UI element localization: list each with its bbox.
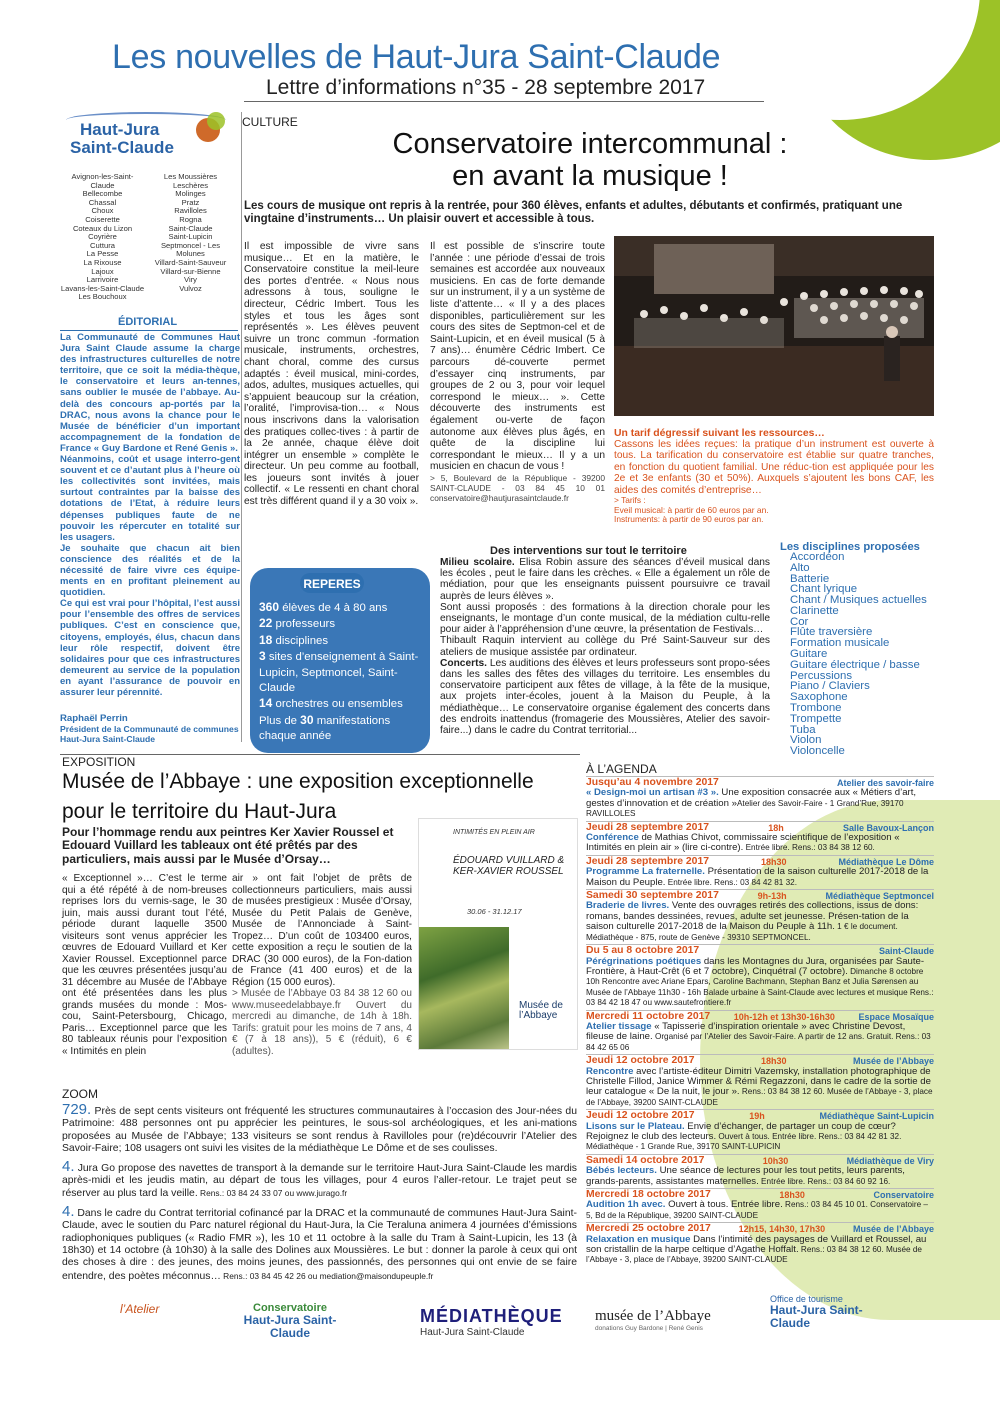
- agenda-hour: 18h: [768, 822, 784, 833]
- discipline-item: Guitare électrique / basse: [790, 658, 920, 671]
- repere-item: [259, 713, 429, 745]
- agenda-date: Jeudi 12 octobre 2017: [586, 1110, 695, 1122]
- commune-name: Les Bouchoux: [78, 292, 127, 302]
- expo-column-b-text: air » ont fait l’objet de prêts de collectionneurs particuliers, mais aussi de musées prestigieux : Musée d’Orsay, Musée du Petit Palais de Genève, Musée de l’Annonciade à Saint-Tropez… D’un coût de 103400 euros, cette exposition a reçu le soutien de la DRAC (30 000 euros), de la Fon-dation de France (41 400 euros) et de la Région (15 000 euros).: [232, 873, 412, 988]
- mediatheque-logo-line2: Haut-Jura Saint-Claude: [420, 1327, 525, 1338]
- repere-text: orchestres ou ensembles: [272, 698, 403, 711]
- repere-prefix: Plus de: [259, 714, 301, 727]
- culture-column-a: Il est impossible de vivre sans musique… Et en la matière, le Conservatoire constitue la meil-leure des portes d’entrée. « Nous nous adressons à tous, souligne le directeur, Cédric Imbert. Tous les styles et tous les âges sont représentés ». Les élèves peuvent suivre un tronc commun -formation musicale, instruments, orchestres, chant choral, comme des cursus adaptés : éveil musical, mini-cordes, ados, adultes, musiques actuelles, qui s’appuient beaucoup sur la création, l’oralité, l’improvisa-tion… « Nous nous inscrivons dans la valorisation des pratiques collec-tives : à partir de la 2e année, chaque élève doit intégrer un ensemble » complète le directeur. Un peu comme au football, les joueurs sont invités à jouer collectif. « Le ressenti en chant choral est très différent quand il y a 30 voix ».: [244, 241, 419, 508]
- agenda-event-title: Atelier tissage: [586, 1020, 652, 1032]
- agenda-event-title: Programme La fraternelle.: [586, 866, 705, 878]
- tarif-ref: Eveil musical: à partir de 60 euros par an.: [614, 504, 769, 515]
- repere-text: sites d’enseignement à Saint-Lupicin, Septmoncel, Saint-Claude: [259, 651, 419, 695]
- agenda-hour: 10h-12h et 13h30-16h30: [733, 1011, 835, 1022]
- agenda-event-body: [586, 867, 934, 888]
- agenda-event-title: Relaxation en musique: [586, 1233, 691, 1245]
- agenda-place: Médiathèque de Viry: [846, 1155, 934, 1166]
- agenda-event-info: Rens.: 03 84 38 12 60. Musée de l’Abbaye - 3, place de l’Abbaye, 39200 SAINT-CLAUDE: [586, 1245, 922, 1265]
- poster-dates: 30.06 - 31.12.17: [467, 907, 522, 916]
- zoom-number: 4.: [62, 1157, 75, 1175]
- commune-name: Coyrière: [88, 232, 117, 242]
- repere-text: professeurs: [272, 618, 336, 631]
- agenda-date: Mercredi 25 octobre 2017: [586, 1223, 711, 1235]
- agenda-event-info: Entrée libre. Rens.: 03 84 38 12 60.: [743, 843, 875, 853]
- agenda-event: [586, 776, 934, 820]
- repere-item: [259, 633, 429, 649]
- discipline-item: Violon: [790, 734, 822, 747]
- expo-title-line1: Musée de l’Abbaye : une exposition exceptionnelle: [62, 770, 534, 793]
- newsletter-subtitle: Lettre d’informations n°35 - 28 septembre 2017: [266, 76, 706, 99]
- commune-name: Saint-Lupicin: [168, 232, 213, 242]
- tarif-heading: Un tarif dégressif suivant les ressources…: [614, 428, 825, 439]
- signature-title: Président de la Communauté de communes Haut-Jura Saint-Claude: [60, 724, 239, 744]
- interventions-heading: Des interventions sur tout le territoire: [490, 545, 687, 557]
- tarif-text: [614, 439, 934, 525]
- agenda-place: Conservatoire: [873, 1190, 934, 1201]
- expo-chapeau: Pour l’hommage rendu aux peintres Ker Xavier Roussel et Edouard Vuillard les tableaux ont été prêtés par des particuliers, mais aussi par le Musée d’Orsay…: [62, 825, 394, 866]
- agenda-event-body: [586, 1166, 934, 1187]
- commune-name: Chassal: [88, 197, 117, 207]
- logo-line1: Haut-Jura: [80, 120, 160, 139]
- agenda-date: Mercredi 11 octobre 2017: [586, 1010, 711, 1022]
- culture-column-b: [430, 241, 605, 503]
- communes-right-column: [148, 173, 233, 293]
- discipline-item: Trompette: [790, 712, 842, 725]
- repere-item: [259, 696, 429, 712]
- commune-name: Cuttura: [90, 240, 115, 250]
- commune-name: Lavans-les-Saint-Claude: [60, 283, 145, 293]
- editorial-divider: [60, 330, 238, 331]
- discipline-item: Guitare: [790, 648, 828, 661]
- haut-jura-logo: [62, 112, 232, 170]
- expo-title-line2: pour le territoire du Haut-Jura: [62, 800, 337, 823]
- agenda-event-text: avec l’artiste-éditeur Dimitri Vazemsky, installation photographique de Christelle Fillod, Janice Wimmer & Rémi Regazzoni, dans le cadre de la sortie de leur catalogue « De la nuit, le jour ».: [586, 1065, 931, 1098]
- agenda-place: Médiathèque Saint-Lupicin: [819, 1111, 934, 1122]
- discipline-item: Tuba: [790, 723, 816, 736]
- repere-text: disciplines: [272, 634, 329, 647]
- agenda-place: Musée de l’Abbaye: [852, 1056, 934, 1067]
- editorial-heading: ÉDITORIAL: [118, 316, 178, 328]
- agenda-event-info: Atelier des Savoir-Faire - 1 Grand’Rue, 39170 RAVILLOLES: [586, 798, 904, 819]
- commune-name: Ravilloles: [174, 206, 207, 216]
- zoom-text: [62, 1101, 577, 1288]
- musee-abbaye-logo: [595, 1308, 711, 1332]
- agenda-event-title: Bébés lecteurs.: [586, 1165, 657, 1177]
- atelier-logo: l’Atelier: [120, 1302, 160, 1316]
- discipline-item: Chant / Musiques actuelles: [790, 594, 927, 607]
- agenda-event-info: 1 € le document. Médiathèque - 875, route de Genève - 39310 SEPTMONCEL.: [586, 922, 898, 942]
- discipline-item: Percussions: [790, 669, 853, 682]
- zoom-item-text: Jura Go propose des navettes de transport à la demande sur le territoire Haut-Jura Saint-Claude les mardis après-midi et les jeudis matin, au départ de tous les villages, pour 4 euros l’aller-retour. Le trajet peut se réserver au plus tard la veille.: [62, 1162, 577, 1200]
- commune-name: Choux: [91, 206, 114, 216]
- zoom-number: 4.: [62, 1202, 75, 1220]
- tourisme-logo: [770, 1294, 870, 1330]
- discipline-item: Batterie: [790, 572, 830, 585]
- signature-name: Raphaël Perrin: [60, 713, 128, 724]
- agenda-event: [586, 889, 934, 943]
- agenda-place: Atelier des savoir-faire: [836, 778, 934, 788]
- expo-ref: > Musée de l’Abbaye 03 84 38 12 60 ou www.museedelabbaye.fr Ouvert du mercredi au dimanche, de 14h à 18h. Tarifs: gratuit pour les moins de 7 ans, 4 € (7 à 18 ans)), 5 € (réduit), 6 € (adultes).: [232, 988, 412, 1057]
- conservatoire-logo: [240, 1302, 340, 1340]
- editorial-signature: [60, 713, 240, 744]
- reperes-list: [259, 600, 429, 745]
- tarif-paragraph: Cassons les idées reçues: la pratique d’un instrument est ouverte à tous. La tarification du conservatoire est établie sur quatre tranches, en fonction du quotient familial. Une réduc-tion est appliquée pour les 2e et 3e enfants (30 et 50%). Auxquels s’ajoutent les bons CAF, les aides des comités d’entreprise…: [614, 439, 934, 496]
- agenda-event-body: [586, 1067, 934, 1109]
- section-label-zoom: ZOOM: [62, 1087, 98, 1101]
- logo-line2: Saint-Claude: [70, 138, 174, 157]
- agenda-date: Jeudi 28 septembre 2017: [586, 855, 710, 867]
- agenda-event: [586, 821, 934, 854]
- editorial-paragraph: Je souhaite que chacun ait bien conscience des réalités et de la nécessité de faire vivre ces équipe-ments en en profitant pleinement au quotidien.: [60, 542, 240, 599]
- section-label-culture: CULTURE: [242, 115, 298, 129]
- repere-item: [259, 616, 429, 632]
- agenda-event-body: [586, 1235, 934, 1266]
- agenda-event-text: Envie d’échanger, de partager un coup de cœur? Rejoignez le club des lecteurs.: [586, 1120, 896, 1142]
- agenda-hour: 18h30: [761, 1056, 787, 1067]
- agenda-date: Mercredi 18 octobre 2017: [586, 1189, 711, 1201]
- headline-line2: en avant la musique !: [452, 160, 728, 192]
- editorial-paragraph: Néanmoins, coût et usage interro-gent souvent et ce d’autant plus à l’heure où les collectivités sont invitées, mais surtout contraintes par la baisse des dotations de l’Etat, à réduire leurs dépenses publiques faute de ne pouvoir les répercuter en totalité sur les usagers.: [60, 454, 240, 543]
- agenda-event: [586, 1154, 934, 1187]
- agenda-event-info: Entrée libre. Rens.: 03 84 42 81 32.: [665, 877, 798, 887]
- commune-name: Vulvoz: [179, 283, 202, 293]
- poster-top-text: INTIMITÉS EN PLEIN AIR: [453, 829, 535, 836]
- editorial-text: [60, 332, 240, 698]
- poster-names: ÉDOUARD VUILLARD & KER-XAVIER ROUSSEL: [453, 855, 565, 877]
- disciplines-list: [790, 552, 927, 757]
- culture-headline: [300, 128, 880, 192]
- agenda-event-title: Conférence: [586, 832, 639, 844]
- discipline-item: Alto: [790, 561, 810, 574]
- discipline-item: Chant lyrique: [790, 583, 858, 596]
- agenda-event-body: [586, 833, 934, 854]
- agenda-place: Salle Bavoux-Lançon: [842, 822, 934, 833]
- conservatoire-logo-line2: Haut-Jura Saint-Claude: [243, 1313, 337, 1340]
- commune-name: Coteaux du Lizon: [72, 223, 133, 233]
- tarif-ref: Instruments: à partir de 90 euros par an.: [614, 514, 764, 525]
- musee-logo-line2: donations Guy Bardone | René Genis: [595, 1325, 703, 1332]
- agenda-event-title: Braderie de livres.: [586, 900, 670, 912]
- discipline-item: Piano / Claviers: [790, 680, 870, 693]
- agenda-event-title: Pérégrinations poétiques: [586, 955, 702, 967]
- agenda-event: [586, 944, 934, 1008]
- agenda-place: Saint-Claude: [878, 946, 934, 957]
- agenda-event-info: Rens.: 03 84 38 12 60. Musée de l’Abbaye - 3, place de l’Abbaye, 39200 SAINT-CLAUDE: [586, 1087, 933, 1107]
- concert-photo: [614, 236, 934, 416]
- zoom-number: 729.: [62, 1101, 92, 1118]
- commune-name: Coiserette: [85, 214, 120, 224]
- agenda-event-text: Ouvert à tous. Entrée libre.: [665, 1199, 783, 1211]
- agenda-event: [586, 1188, 934, 1221]
- agenda-place: Médiathèque Le Dôme: [838, 856, 934, 867]
- agenda-event-info: Ouvert à tous. Entrée libre. Rens.: 03 84 42 81 32. Médiathèque - 1 Grande Rue, 39170 SAINT-LUPICIN: [586, 1132, 902, 1152]
- culture-column-b-text: Il est possible de s’inscrire toute l’année : une période d’essai de trois semaines est accordée aux nouveaux musiciens. En cas de forte demande sur un instrument, il y a un système de liste d’attente… « Il y a des places disponibles, particulièrement sur les cours des sites de Septmon-cel et de Saint-Lupicin, et en éveil musical (5 à 7 ans)… énumère Cédric Imbert. Ce parcours dé-couverte permet d’essayer cinq instruments, par groupes de 2 ou 3, pour voir lequel correspond le mieux… ». Cette découverte des instruments est également ou-verte de façon autonome aux élèves plus âgés, en quête de la discipline lui correspondant le mieux… Il y a un musicien en chacun de vous !: [430, 241, 605, 473]
- discipline-item: Saxophone: [790, 691, 848, 704]
- repere-number: 3: [259, 649, 266, 664]
- header-divider: [244, 101, 764, 102]
- agenda-date: Jeudi 28 septembre 2017: [586, 821, 710, 833]
- commune-name: Bellecombe: [82, 189, 123, 199]
- agenda-event-text: Une exposition consacrée aux « Métiers d’art, gestes d’innovation et de création »: [586, 787, 917, 809]
- repere-number: 22: [259, 616, 273, 631]
- agenda-hour: 9h-13h: [757, 891, 787, 902]
- reperes-title: REPERES: [303, 577, 361, 591]
- culture-chapeau: Les cours de musique ont repris à la rentrée, pour 360 élèves, enfants et adultes, débutants et confirmés, pratiquant une vingtaine d’instruments… Un plaisir ouvert et accessible à tous.: [244, 200, 903, 226]
- agenda-event: [586, 855, 934, 888]
- poster-museum-logo: Musée de l’Abbaye: [519, 1000, 563, 1021]
- expo-poster: [418, 818, 578, 1050]
- agenda-hour: 10h30: [762, 1155, 789, 1166]
- section-label-exposition: EXPOSITION: [62, 755, 136, 769]
- agenda-hour: 19h: [749, 1111, 765, 1122]
- agenda-event-info: Entrée libre. Rens.: 03 84 60 92 16.: [758, 1176, 891, 1186]
- agenda-event-body: [586, 788, 934, 819]
- discipline-item: Flûte traversière: [790, 626, 873, 639]
- agenda-event: [586, 1010, 934, 1054]
- discipline-item: Violoncelle: [790, 745, 845, 758]
- editorial-paragraph: Ce qui est vrai pour l’hôpital, l’est aussi pour l’ensemble des offres de services publiques. C’est en conscience que, citoyens, employés, élus, chacun dans leur rôle respectif, doivent être solidaires pour que ces infrastructures demeurent au service de la population en ayant l’assurance de pouvoir en assurer leur pérennité.: [60, 598, 240, 698]
- agenda-event-info: Dimanche 8 octobre 10h Rencontre avec Ariane Epars, Caroline Bachmann, Stephan Banz et Julia Sørensen au Musée de l’Abbaye 11h30 - 16h Balade urbaine à Saint-Claude avec lectures et musique Rens.: 03 84 42 18 47 ou www.sautefrontiere.fr: [586, 966, 934, 1008]
- agenda-event-info: Organisé par l’Atelier des Savoir-Faire. A partir de 12 ans. Gratuit. Rens.: 03 84 42 65 06: [586, 1032, 931, 1052]
- agenda-event-text: Une séance de lectures pour les tout petits, leurs parents, grands-parents, assistantes maternelles.: [586, 1165, 905, 1187]
- conservatoire-address: > 5, Boulevard de la République - 39200 SAINT-CLAUDE - 03 84 45 10 01 conservatoire@hautjurasaintclaude.fr: [430, 472, 605, 504]
- commune-name: Villard-Saint-Sauveur: [154, 257, 227, 267]
- commune-name: Rogna: [179, 214, 202, 224]
- interventions-text: [440, 557, 770, 736]
- conservatoire-logo-line1: Conservatoire: [253, 1302, 327, 1314]
- logo-green-circle-icon: [207, 112, 225, 130]
- commune-name: Les Moussières: [163, 172, 218, 181]
- column-divider: [241, 112, 242, 742]
- mediatheque-logo-line1: MÉDIATHÈQUE: [420, 1306, 563, 1326]
- agenda-event-text: Présentation de la saison culturelle 2017-2018 de la Maison du Peuple.: [586, 866, 929, 888]
- agenda-event-info: Rens.: 03 84 45 10 01. Conservatoire – 5, Bd de la République, 39200 SAINT-CLAUDE: [586, 1200, 928, 1220]
- commune-name: Pratz: [181, 197, 200, 207]
- mediatheque-logo: [420, 1306, 563, 1338]
- agenda-hour: 18h30: [779, 1190, 805, 1201]
- agenda-place: Médiathèque Septmoncel: [825, 891, 934, 902]
- interv-text: Les auditions des élèves et leurs professeurs sont propo-sées dans les salles des fêtes des villages du territoire. Les ensembles du conservatoire participent aux fêtes de village, à la fête de la musique, aux projets inter-écoles, jouent à la Maison du Peuple, à la médiathèque… Le conservatoire organise également des concerts dans des endroits inattendus (fromagerie des Moussières, Atelier des savoir-faire...) dans le cadre du Contrat territorial...: [440, 657, 770, 737]
- repere-item: [259, 600, 429, 616]
- discipline-item: Trombone: [790, 701, 842, 714]
- agenda-date: Du 5 au 8 octobre 2017: [586, 945, 700, 957]
- agenda-event-text: « Tapisserie d’inspiration orientale » avec Christine Devost, fileuse de laine.: [586, 1020, 906, 1043]
- agenda-date: Jeudi 12 octobre 2017: [586, 1055, 695, 1067]
- discipline-item: Cor: [790, 615, 809, 628]
- agenda-date: Samedi 14 octobre 2017: [586, 1154, 705, 1166]
- musee-logo-line1: musée de l’Abbaye: [595, 1308, 711, 1324]
- commune-name: Villard-sur-Bienne: [160, 266, 221, 276]
- agenda-place: Espace Mosaïque: [858, 1011, 934, 1022]
- repere-number: 18: [259, 632, 273, 647]
- commune-name: Larrivoire: [86, 275, 119, 285]
- editorial-paragraph: La Communauté de Communes Haut Jura Saint Claude assume la charge des infrastructures culturelles de notre territoire, que ce soit la média-thèque, le conservatoire et leurs an-tennes, sans oublier le musée de l’abbaye. Au-delà des concours ap-portés par la DRAC, nous avons la chance pour le Musée de bénéficier d’un important accompagnement de la fondation de France « Guy Bardone et René Genis ».: [60, 332, 240, 454]
- poster-painting: [419, 927, 509, 1050]
- repere-number: 14: [259, 696, 273, 711]
- newsletter-title: Les nouvelles de Haut-Jura Saint-Claude: [112, 38, 721, 76]
- agenda-hour: 18h30: [760, 856, 787, 867]
- commune-name: Saint-Claude: [168, 223, 213, 233]
- agenda-event-body: [586, 1200, 934, 1221]
- agenda-date: Samedi 30 septembre 2017: [586, 890, 719, 902]
- agenda-event-text: Dans l’intimité des paysages de Vuillard et Roussel, au son cristallin de la harpe celtique d’Agathe Hoffalt.: [586, 1233, 927, 1256]
- commune-name: Molinges: [175, 189, 206, 199]
- agenda-place: Musée de l’Abbaye: [852, 1224, 934, 1235]
- agenda-event-body: [586, 901, 934, 943]
- zoom-ref: Rens.: 03 84 45 42 26 ou mediation@maisondupeuple.fr: [220, 1270, 434, 1281]
- tourisme-logo-line1: Office de tourisme: [770, 1294, 843, 1304]
- discipline-item: Accordéon: [790, 551, 845, 563]
- tarif-ref: > Tarifs :: [614, 495, 646, 506]
- interv-bold: Milieu scolaire.: [440, 557, 515, 568]
- interv-text: Elisa Robin assure des séances d’éveil musical dans les écoles , peut le faire dans les crèches. « Elle a également un rôle de médiation, pour que les enseignants puissent poursuivre ce travail auprès de leurs élèves ».: [440, 557, 771, 602]
- commune-name: Lajoux: [91, 266, 114, 276]
- concert-photo-image: [614, 236, 934, 416]
- agenda-event-body: [586, 957, 934, 1009]
- agenda-event-text: de Mathias Chivot, commissaire scientifique de l’exposition « Intimités en plein air » (lire ci-contre).: [586, 832, 900, 854]
- agenda-event-text: Vente des ouvrages retirés des collections, issus de dons: romans, bandes dessinées, revues, adulte set jeunesse. Présen-tation de la saison culturelle 2017-2018 de la Maison du Peuple à 11h.: [586, 900, 919, 933]
- agenda-hour: 12h15, 14h30, 17h30: [738, 1224, 826, 1235]
- agenda-event: [586, 1109, 934, 1153]
- agenda-event-title: Rencontre: [586, 1065, 634, 1077]
- interv-text: Thibault Raquin intervient au collège du Pré Saint-Sauveur sur des ateliers de musique assistée par ordinateur.: [440, 635, 770, 658]
- zoom-item-text: Près de sept cents visiteurs ont fréquenté les structures communautaires à l’occasion des Jour-nées du Patrimoine: 488 personnes ont pu apprécier les peintures, le sous-sol archéologiques, et les ani-mations proposées au Musée de l’Abbaye; 133 visiteurs se sont rendus à Ravilloles pour (re)découvrir l’Atelier des Savoir-Faire; 108 usagers ont suivi les visites de la médiathèque Le Dôme et de ses coulisses.: [62, 1106, 577, 1155]
- commune-name: Viry: [184, 275, 197, 285]
- tourisme-logo-line2: Haut-Jura Saint-Claude: [770, 1303, 863, 1330]
- interv-text: Sont aussi proposés : des formations à la direction chorale pour les enseignants, le montage d’un conte musical, de la médiation cultu-relle pour aider à l’appréhension d’une œuvre, la présentation de Festivals…: [440, 601, 770, 636]
- commune-name: Avignon-les-Saint-Claude: [71, 172, 134, 190]
- zoom-item-text: Dans le cadre du Contrat territorial cofinancé par la DRAC et la communauté de communes Haut-Jura Saint-Claude, avec le soutien du Parc naturel régional du Haut-Jura, la Cie Teraluna animera 4 journées d’émissions radiophoniques publiques (« Radio FMR »), les 10 et 11 octobre à la salle du Tram à Saint-Lupicin, les 13 (à 18h30) et 14 octobre (à 10h30) à la salle des Dolines aux Moussières. Le but : donner la parole à ceux qui ont des choses à dire : des jeunes, des moins jeunes, des passionnés, des personnes qui ont envie de se faire entendre, des poètes méconnus…: [62, 1207, 577, 1282]
- repere-text: élèves de 4 à 80 ans: [279, 602, 388, 614]
- interv-bold: Concerts.: [440, 657, 487, 669]
- zoom-ref: Rens.: 03 84 24 33 07 ou www.jurago.fr: [197, 1188, 348, 1199]
- section-label-agenda: À L’AGENDA: [586, 762, 657, 776]
- agenda-event-body: [586, 1022, 934, 1053]
- agenda-event-text: dans les Montagnes du Jura, organisées par Saute-Frontière, à Haut-Crêt (6 et 7 octobre), Cinquétral (7 octobre).: [586, 955, 925, 977]
- communes-left-column: [60, 173, 145, 302]
- discipline-item: Clarinette: [790, 604, 839, 617]
- repere-number: 360: [259, 600, 280, 614]
- commune-name: La Rixouse: [83, 257, 122, 267]
- agenda-event-title: « Design-moi un artisan #3 ».: [586, 787, 719, 799]
- agenda-list: [586, 776, 934, 1267]
- discipline-item: Formation musicale: [790, 637, 890, 650]
- expo-divider: [60, 754, 580, 755]
- agenda-event-body: [586, 1122, 934, 1153]
- footer-logos: [100, 1292, 900, 1352]
- commune-name: Leschères: [172, 180, 209, 190]
- agenda-event: [586, 1054, 934, 1108]
- agenda-date: Jusqu’au 4 novembre 2017: [586, 777, 719, 788]
- disciplines-heading: Les disciplines proposées: [780, 541, 920, 553]
- agenda-event-title: Audition 1h avec.: [586, 1199, 666, 1211]
- repere-number: 30: [300, 712, 314, 727]
- repere-item: [259, 649, 429, 696]
- commune-name: La Pesse: [86, 249, 119, 259]
- agenda-event: [586, 1222, 934, 1266]
- headline-line1: Conservatoire intercommunal :: [392, 128, 788, 160]
- commune-name: Septmoncel - Les Molunes: [160, 240, 221, 259]
- expo-column-a: « Exceptionnel »… C’est le terme qui a été répété à de nom-breuses reprises lors du vernis-sage, le 30 juin, mais aussi durant tout l’été, période durant laquelle 3500 visiteurs sont venus apprécier les œuvres de Edouard Vuillard et Ker Xavier Roussel. Exceptionnel parce que les œuvres présentées jusqu’au 31 décembre au Musée de l’Abbaye ont été présentées dans les plus grands musées du monde : Mos-cou, Saint-Petersbourg, Chicago, Paris… Exceptionnel parce que les 80 tableaux réunis pour l’exposition « Intimités en plein: [62, 873, 227, 1057]
- repere-text: manifestations chaque année: [259, 714, 391, 743]
- expo-column-b: [232, 873, 412, 1057]
- agenda-event-title: Lisons sur le Plateau.: [586, 1120, 685, 1132]
